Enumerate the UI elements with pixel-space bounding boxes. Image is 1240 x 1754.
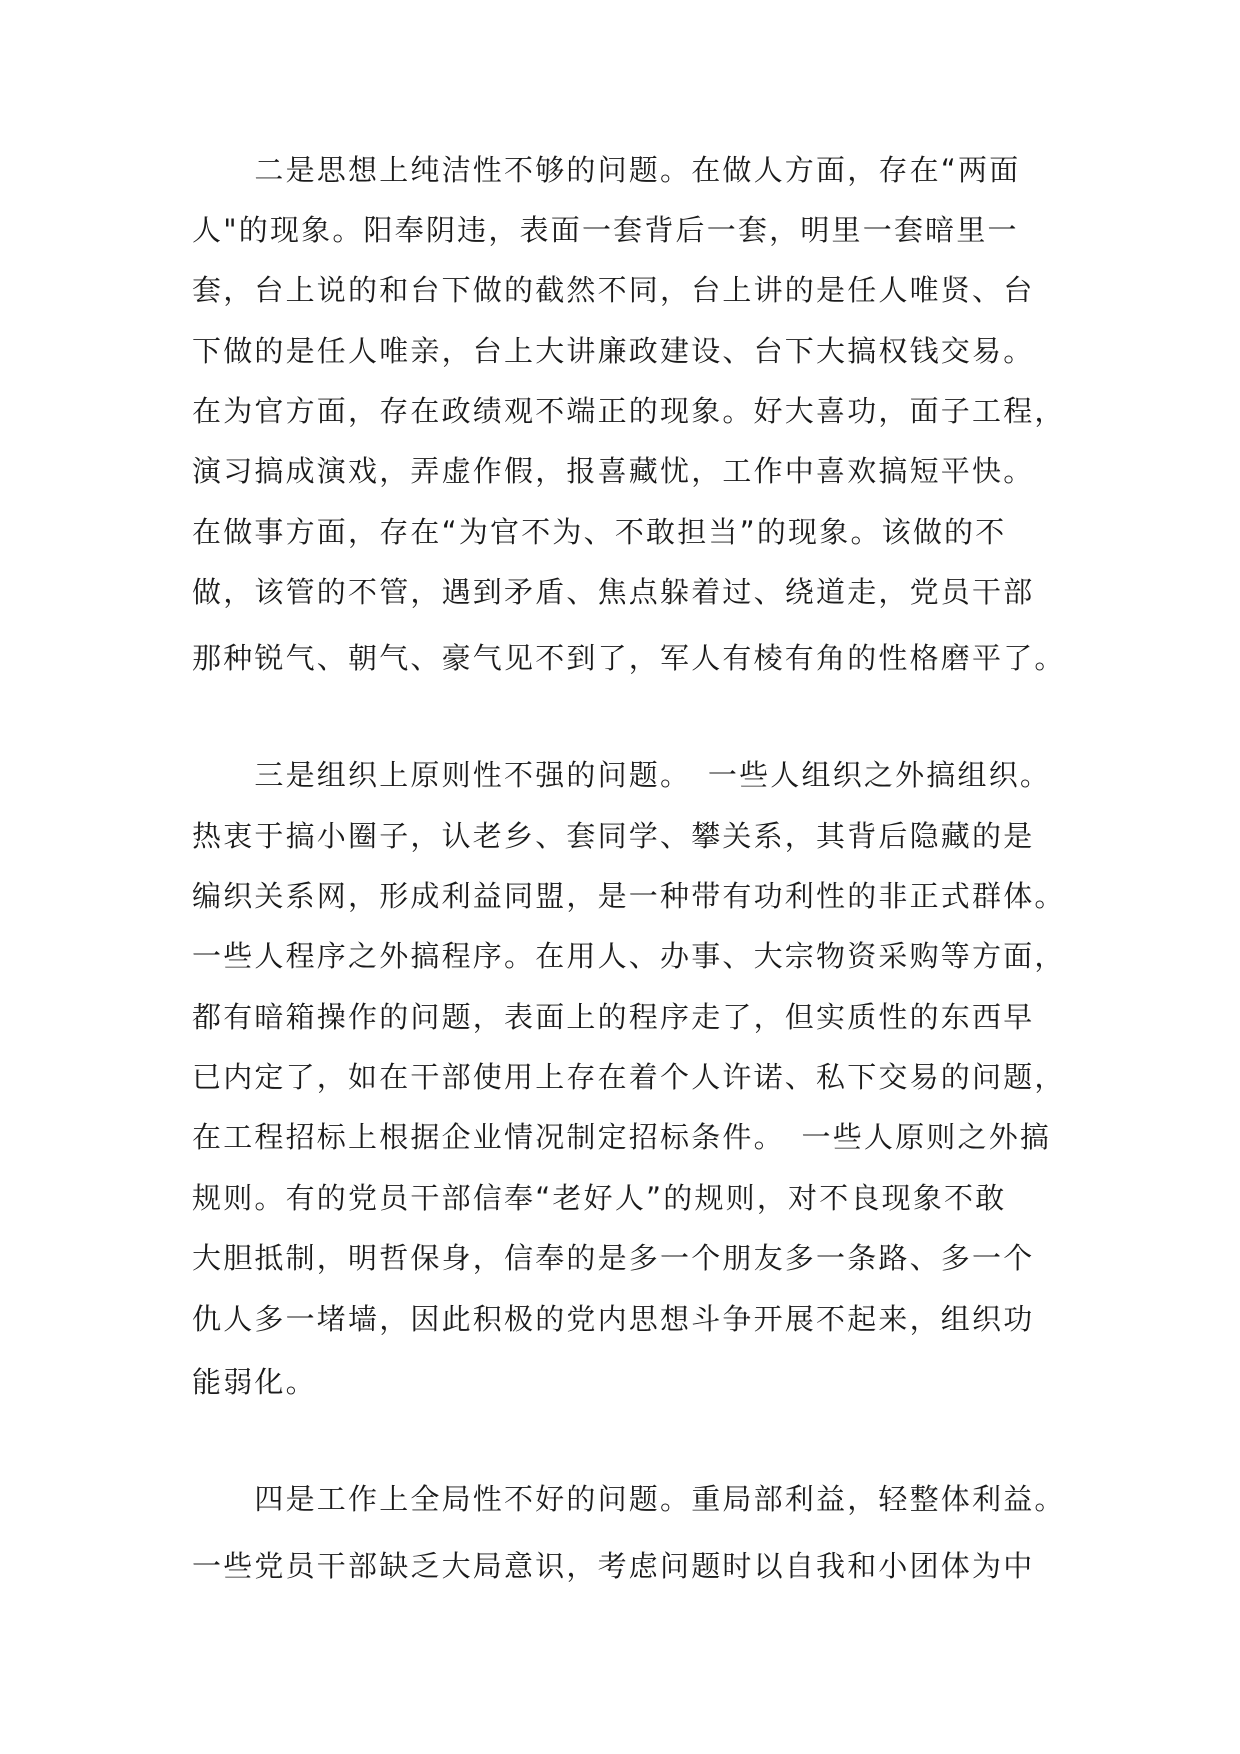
text-line: 一些党员干部缺乏大局意识，考虑问题时以自我和小团体为中 bbox=[192, 1549, 1035, 1583]
text-line: 套，台上说的和台下做的截然不同，台上讲的是任人唯贤、台 bbox=[192, 273, 1035, 307]
text-line: 在为官方面，存在政绩观不端正的现象。好大喜功，面子工程， bbox=[192, 394, 1066, 428]
text-line: 能弱化。 bbox=[192, 1365, 317, 1399]
text-line: 大胆抵制，明哲保身，信奉的是多一个朋友多一条路、多一个 bbox=[192, 1241, 1035, 1275]
text-line: 都有暗箱操作的问题，表面上的程序走了，但实质性的东西早 bbox=[192, 1000, 1035, 1034]
text-line: 演习搞成演戏，弄虚作假，报喜藏忧，工作中喜欢搞短平快。 bbox=[192, 454, 1035, 488]
text-line: 下做的是任人唯亲，台上大讲廉政建设、台下大搞权钱交易。 bbox=[192, 334, 1035, 368]
text-line: 规则。有的党员干部信奉“老好人”的规则，对不良现象不敢 bbox=[192, 1181, 1007, 1215]
text-line: 做，该管的不管，遇到矛盾、焦点躲着过、绕道走，党员干部 bbox=[192, 575, 1035, 609]
text-line: 热衷于搞小圈子，认老乡、套同学、攀关系，其背后隐藏的是 bbox=[192, 819, 1035, 853]
text-line: 四是工作上全局性不好的问题。重局部利益，轻整体利益。 bbox=[192, 1482, 1066, 1516]
text-line: 编织关系网，形成利益同盟，是一种带有功利性的非正式群体。 bbox=[192, 879, 1066, 913]
text-line: 一些人程序之外搞程序。在用人、办事、大宗物资采购等方面， bbox=[192, 939, 1066, 973]
text-line: 已内定了，如在干部使用上存在着个人许诺、私下交易的问题， bbox=[192, 1060, 1066, 1094]
text-line: 在工程招标上根据企业情况制定招标条件。 一些人原则之外搞 bbox=[192, 1120, 1052, 1154]
text-line: 在做事方面，存在“为官不为、不敢担当”的现象。该做的不 bbox=[192, 515, 1007, 549]
text-line: 仇人多一堵墙，因此积极的党内思想斗争开展不起来，组织功 bbox=[192, 1302, 1035, 1336]
text-line: 人"的现象。阳奉阴违，表面一套背后一套，明里一套暗里一 bbox=[192, 213, 1019, 247]
text-line: 那种锐气、朝气、豪气见不到了，军人有棱有角的性格磨平了。 bbox=[192, 641, 1066, 675]
text-line: 二是思想上纯洁性不够的问题。在做人方面，存在“两面 bbox=[192, 153, 1021, 187]
text-line: 三是组织上原则性不强的问题。 一些人组织之外搞组织。 bbox=[192, 758, 1052, 792]
